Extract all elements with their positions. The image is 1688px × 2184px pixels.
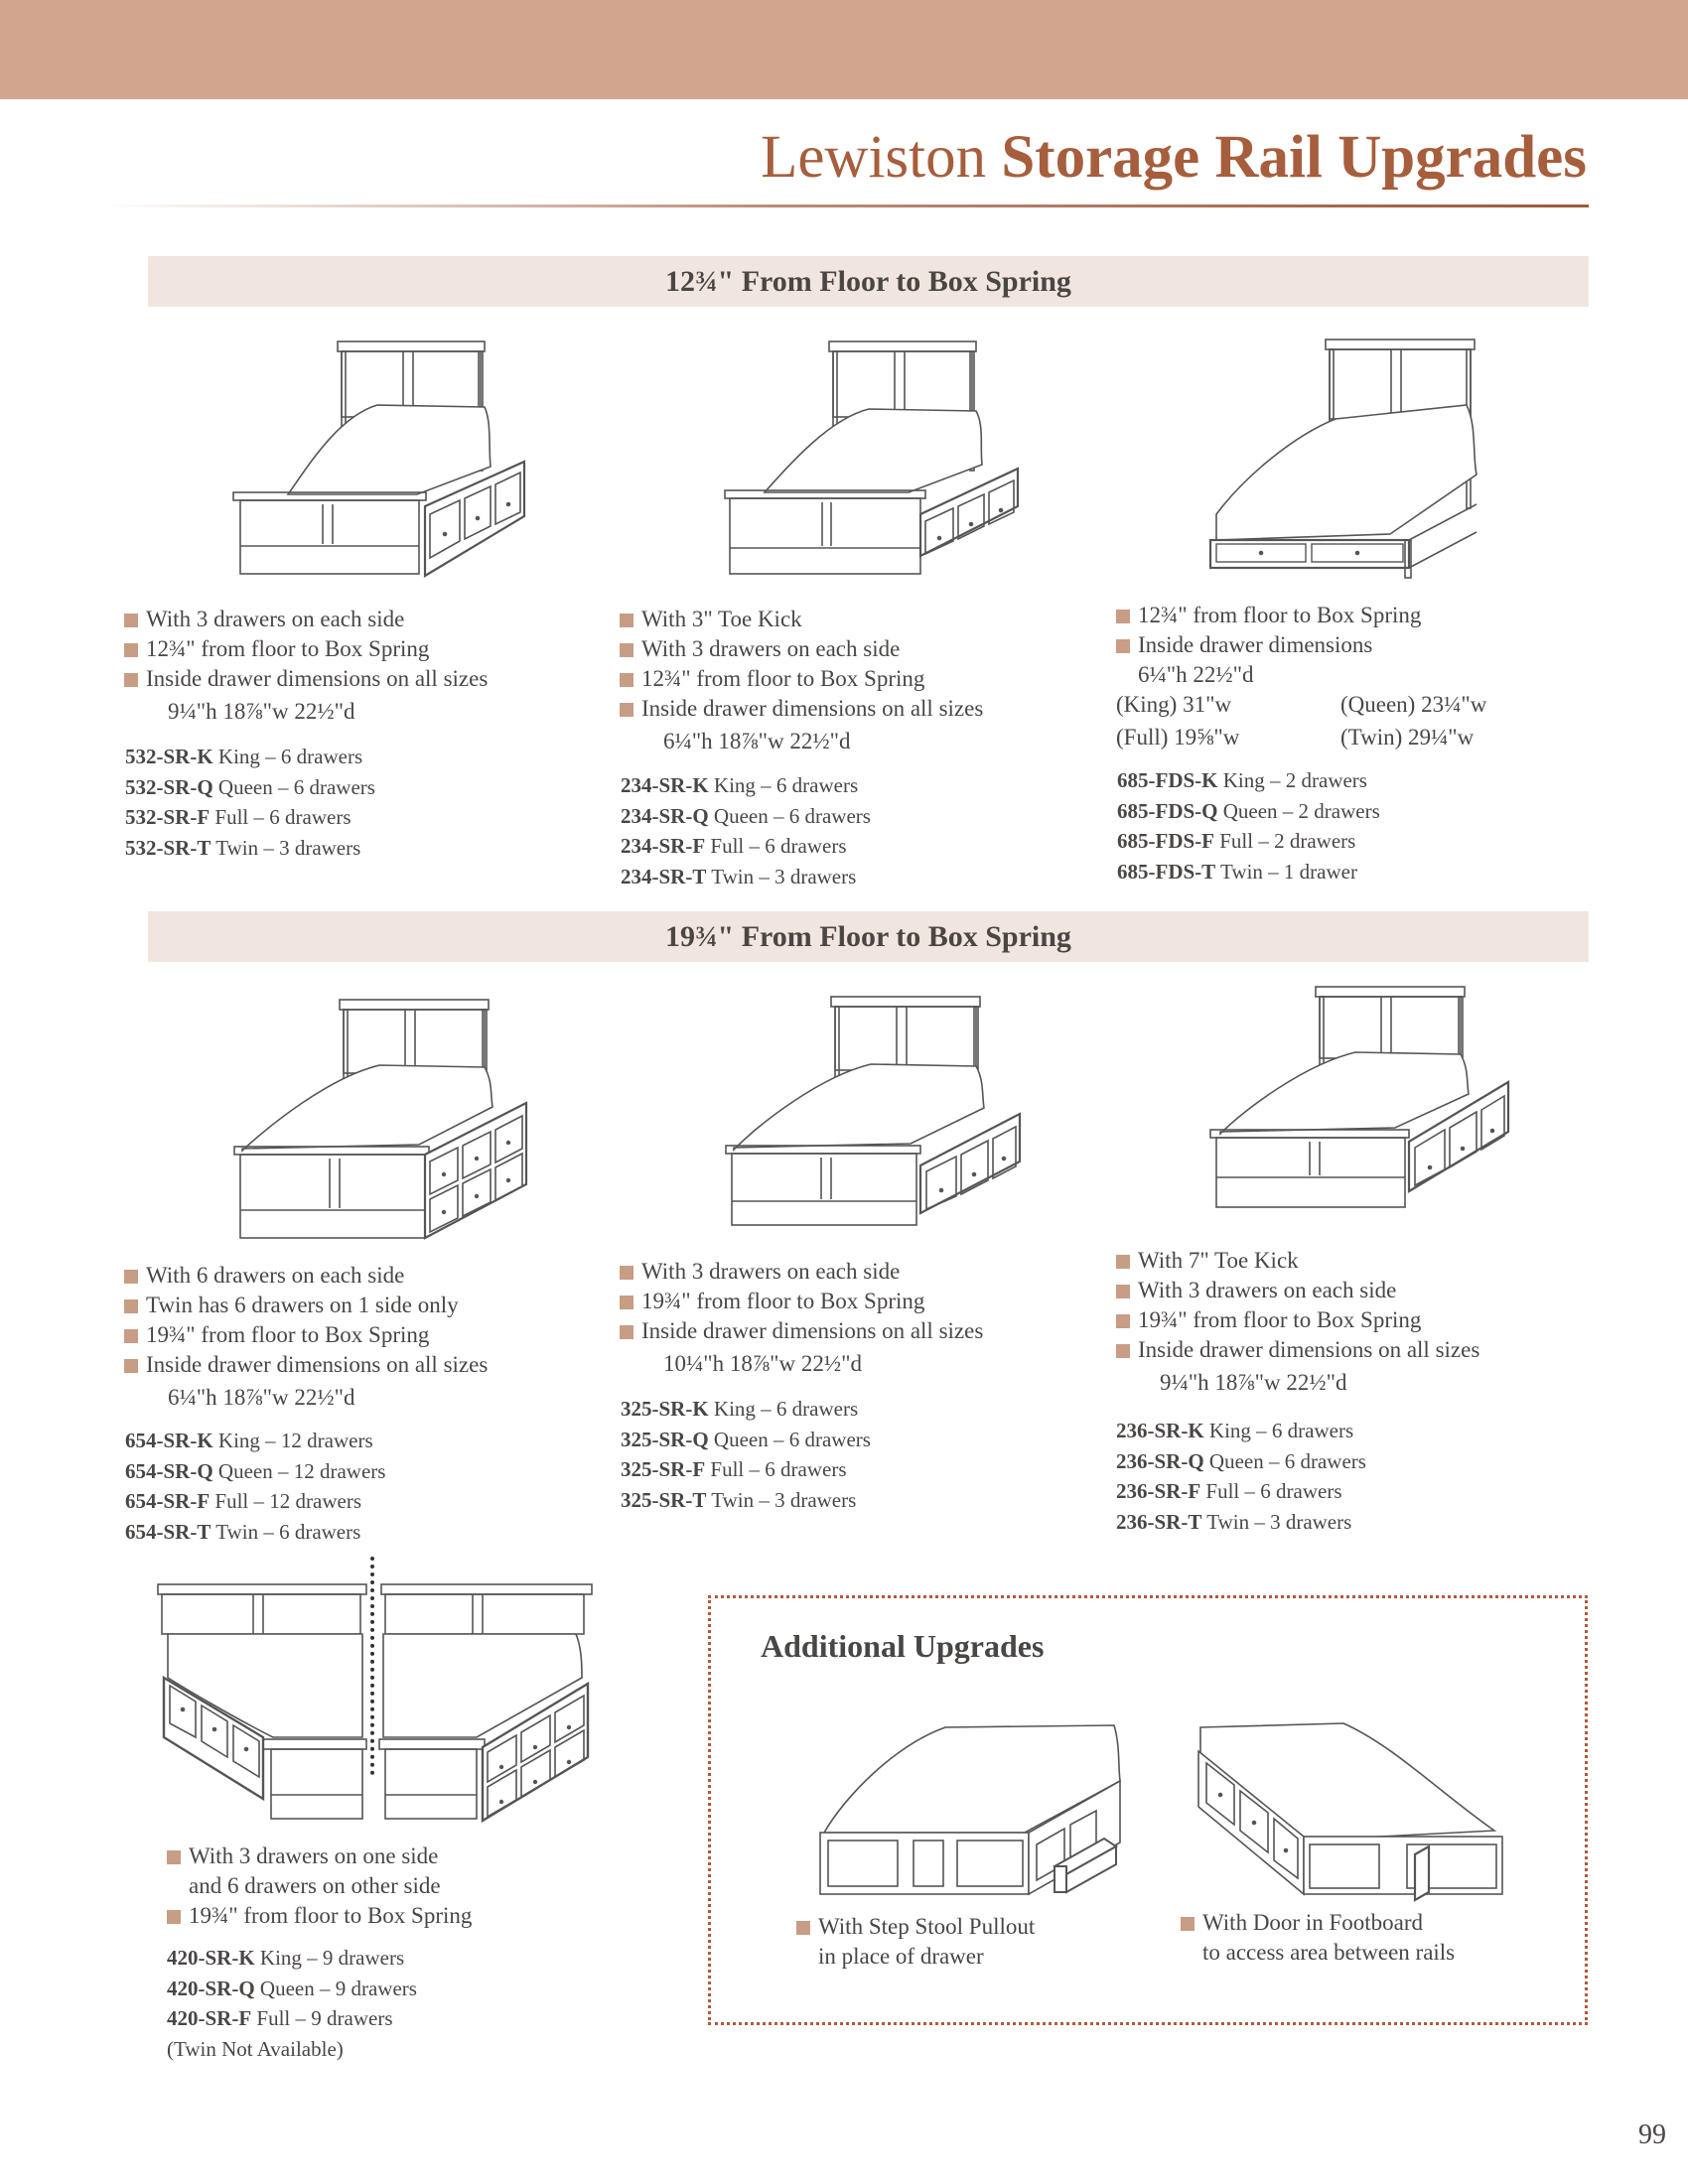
- width-queen: (Queen) 23¼"w: [1340, 692, 1487, 717]
- model-desc: King – 6 drawers: [713, 773, 859, 797]
- model-line: [1116, 1476, 1366, 1507]
- model-desc: Full – 6 drawers: [710, 834, 847, 858]
- model-code: 532-SR-F: [125, 805, 211, 829]
- model-code: 236-SR-K: [1116, 1419, 1204, 1442]
- bed-illustration-236: [1206, 983, 1524, 1211]
- feature-text: 12¾" from floor to Box Spring: [124, 634, 488, 664]
- model-code: 685-FDS-F: [1117, 829, 1214, 853]
- feature-text: 12¾" from floor to Box Spring: [620, 664, 983, 694]
- model-desc: Full – 6 drawers: [710, 1457, 847, 1481]
- drawer-dimensions: 6¼"h 18⅞"w 22½"d: [663, 729, 851, 753]
- bed-illustration-420-left: [154, 1578, 367, 1827]
- section-heading-12-3-4: 12¾" From Floor to Box Spring: [148, 256, 1589, 307]
- model-desc: Twin – 6 drawers: [215, 1519, 361, 1544]
- product-420-models: [167, 1943, 417, 2064]
- footboard-door-caption: [1181, 1908, 1455, 1968]
- bed-illustration-654: [230, 996, 533, 1244]
- model-desc: Full – 6 drawers: [214, 805, 352, 829]
- product-236-models: [1116, 1416, 1366, 1537]
- feature-text: With 7" Toe Kick: [1116, 1246, 1479, 1276]
- feature-text: With 6 drawers on each side: [124, 1261, 488, 1291]
- section-heading-19-3-4: 19¾" From Floor to Box Spring: [148, 911, 1589, 962]
- model-line: [621, 1425, 871, 1455]
- model-line: [621, 1485, 871, 1516]
- product-325-features: [620, 1257, 983, 1379]
- model-line: [125, 772, 375, 803]
- model-desc: Twin – 3 drawers: [1206, 1509, 1352, 1534]
- title-divider: [99, 205, 1589, 207]
- model-line: [621, 862, 871, 892]
- feature-text: 19¾" from floor to Box Spring: [124, 1320, 488, 1350]
- model-code: 685-FDS-T: [1117, 859, 1216, 884]
- model-line: [1116, 1416, 1366, 1446]
- model-line: [125, 1456, 385, 1487]
- product-236-features: [1116, 1246, 1479, 1398]
- upgrade-text: to access area between rails: [1202, 1940, 1456, 1965]
- model-code: 654-SR-F: [125, 1489, 211, 1513]
- feature-text: Inside drawer dimensions: [1116, 630, 1421, 660]
- model-desc: King – 6 drawers: [217, 745, 363, 768]
- model-code: 325-SR-F: [621, 1457, 706, 1481]
- step-stool-illustration: [816, 1715, 1124, 1904]
- upgrade-text: in place of drawer: [818, 1944, 984, 1969]
- model-desc: Twin – 3 drawers: [711, 864, 857, 888]
- model-desc: Twin – 3 drawers: [215, 835, 361, 860]
- model-desc: Twin – 1 drawer: [1220, 859, 1357, 884]
- model-desc: Queen – 12 drawers: [217, 1458, 386, 1483]
- model-code: 654-SR-T: [125, 1519, 211, 1544]
- bed-illustration-685: [1206, 336, 1524, 584]
- model-line: [125, 742, 375, 772]
- drawer-dimensions: 9¼"h 18⅞"w 22½"d: [1160, 1370, 1347, 1395]
- model-line: [125, 802, 375, 833]
- drawer-dimensions: 6¼"h 22½"d: [1138, 662, 1254, 687]
- product-654-features: [124, 1261, 488, 1413]
- model-desc: Full – 12 drawers: [214, 1489, 361, 1513]
- product-532-features: [124, 605, 488, 727]
- model-code: 325-SR-K: [621, 1397, 709, 1421]
- drawer-dimensions: 6¼"h 18⅞"w 22½"d: [168, 1385, 355, 1410]
- feature-text: With 3 drawers on one side: [167, 1842, 472, 1871]
- model-desc: Twin – 3 drawers: [711, 1487, 857, 1512]
- upgrade-text: With Door in Footboard: [1181, 1908, 1455, 1938]
- model-desc: King – 2 drawers: [1222, 768, 1367, 792]
- page-title-bold: Storage Rail Upgrades: [1001, 124, 1587, 191]
- width-king: (King) 31"w: [1116, 692, 1232, 717]
- model-desc: Queen – 6 drawers: [1208, 1448, 1366, 1473]
- model-note: (Twin Not Available): [167, 2036, 344, 2061]
- model-line: [167, 1974, 417, 2004]
- bed-illustration-325: [722, 993, 1028, 1231]
- model-desc: Queen – 2 drawers: [1222, 798, 1380, 823]
- footboard-door-illustration: [1195, 1715, 1512, 1904]
- feature-text: With 3 drawers on each side: [620, 1257, 983, 1287]
- model-line: [1116, 1507, 1366, 1538]
- feature-text: Inside drawer dimensions on all sizes: [620, 694, 983, 724]
- model-line: [1117, 796, 1380, 827]
- model-code: 685-FDS-Q: [1117, 798, 1218, 823]
- additional-upgrades-title: Additional Upgrades: [761, 1628, 1045, 1664]
- feature-text: Inside drawer dimensions on all sizes: [1116, 1335, 1479, 1365]
- model-code: 685-FDS-K: [1117, 768, 1218, 792]
- product-685-widths: [1116, 689, 1533, 754]
- model-code: 234-SR-K: [621, 773, 709, 797]
- bed-illustration-234: [720, 338, 1023, 586]
- page-title-light: Lewiston: [761, 124, 987, 191]
- model-code: 654-SR-Q: [125, 1458, 213, 1483]
- split-divider: [370, 1557, 374, 1775]
- feature-text: Inside drawer dimensions on all sizes: [124, 664, 488, 694]
- feature-text: Inside drawer dimensions on all sizes: [620, 1316, 983, 1346]
- feature-text: With 3 drawers on each side: [1116, 1276, 1479, 1305]
- model-code: 236-SR-F: [1116, 1479, 1201, 1503]
- model-line: [167, 2003, 417, 2034]
- product-685-models: [1117, 765, 1380, 887]
- model-line: [1116, 1446, 1366, 1477]
- model-line: [621, 801, 871, 832]
- width-twin: (Twin) 29¼"w: [1340, 725, 1475, 750]
- model-desc: Full – 2 drawers: [1219, 829, 1356, 853]
- model-code: 236-SR-T: [1116, 1509, 1202, 1534]
- product-654-models: [125, 1426, 385, 1547]
- model-code: 234-SR-T: [621, 864, 707, 888]
- product-685-features: [1116, 601, 1421, 690]
- feature-text: and 6 drawers on other side: [189, 1873, 441, 1898]
- model-desc: Queen – 6 drawers: [713, 1427, 871, 1451]
- bed-illustration-420-right: [377, 1578, 596, 1827]
- feature-text: 19¾" from floor to Box Spring: [620, 1287, 983, 1316]
- width-full: (Full) 19⅝"w: [1116, 725, 1240, 750]
- model-line: [125, 1517, 385, 1548]
- product-325-models: [621, 1394, 871, 1515]
- model-line: [1117, 765, 1380, 796]
- model-desc: Queen – 6 drawers: [713, 803, 871, 828]
- model-line: [125, 1486, 385, 1517]
- model-line: [1117, 857, 1380, 887]
- product-234-features: [620, 605, 983, 756]
- model-code: 420-SR-Q: [167, 1976, 255, 2000]
- feature-text: Twin has 6 drawers on 1 side only: [124, 1291, 488, 1320]
- drawer-dimensions: 10¼"h 18⅞"w 22½"d: [663, 1351, 863, 1376]
- model-line: [125, 1426, 385, 1456]
- feature-text: Inside drawer dimensions on all sizes: [124, 1350, 488, 1380]
- model-line: [1117, 826, 1380, 857]
- model-code: 420-SR-K: [167, 1946, 255, 1970]
- model-line: [621, 1394, 871, 1425]
- model-desc: Queen – 9 drawers: [259, 1976, 417, 2000]
- page-number: 99: [1638, 2119, 1666, 2150]
- model-line: [125, 833, 375, 864]
- drawer-dimensions: 9¼"h 18⅞"w 22½"d: [168, 699, 355, 724]
- model-desc: King – 9 drawers: [259, 1946, 405, 1970]
- model-line: [621, 770, 871, 801]
- feature-text: 12¾" from floor to Box Spring: [1116, 601, 1421, 630]
- model-line: [167, 1943, 417, 1974]
- model-desc: Queen – 6 drawers: [217, 774, 375, 799]
- step-stool-caption: [796, 1912, 1035, 1972]
- model-desc: King – 12 drawers: [217, 1429, 373, 1452]
- bed-illustration-532: [228, 338, 526, 586]
- model-desc: King – 6 drawers: [713, 1397, 859, 1421]
- product-532-models: [125, 742, 375, 863]
- model-code: 234-SR-F: [621, 834, 706, 858]
- feature-text: With 3" Toe Kick: [620, 605, 983, 634]
- upgrade-text: With Step Stool Pullout: [796, 1912, 1035, 1942]
- model-desc: Full – 6 drawers: [1205, 1479, 1342, 1503]
- model-line: [621, 1454, 871, 1485]
- model-desc: King – 6 drawers: [1208, 1419, 1354, 1442]
- model-code: 654-SR-K: [125, 1429, 213, 1452]
- model-code: 532-SR-T: [125, 835, 211, 860]
- feature-text: With 3 drawers on each side: [124, 605, 488, 634]
- feature-text: With 3 drawers on each side: [620, 634, 983, 664]
- model-code: 532-SR-Q: [125, 774, 213, 799]
- model-desc: Full – 9 drawers: [256, 2006, 393, 2030]
- product-234-models: [621, 770, 871, 891]
- top-color-band: [0, 0, 1688, 99]
- model-code: 420-SR-F: [167, 2006, 252, 2030]
- model-code: 325-SR-Q: [621, 1427, 709, 1451]
- page-title: [761, 124, 1587, 191]
- model-code: 236-SR-Q: [1116, 1448, 1204, 1473]
- model-code: 234-SR-Q: [621, 803, 709, 828]
- model-code: 325-SR-T: [621, 1487, 707, 1512]
- feature-text: 19¾" from floor to Box Spring: [1116, 1305, 1479, 1335]
- model-line: [621, 831, 871, 862]
- product-420-features: [167, 1842, 472, 1931]
- feature-text: 19¾" from floor to Box Spring: [167, 1901, 472, 1931]
- model-code: 532-SR-K: [125, 745, 213, 768]
